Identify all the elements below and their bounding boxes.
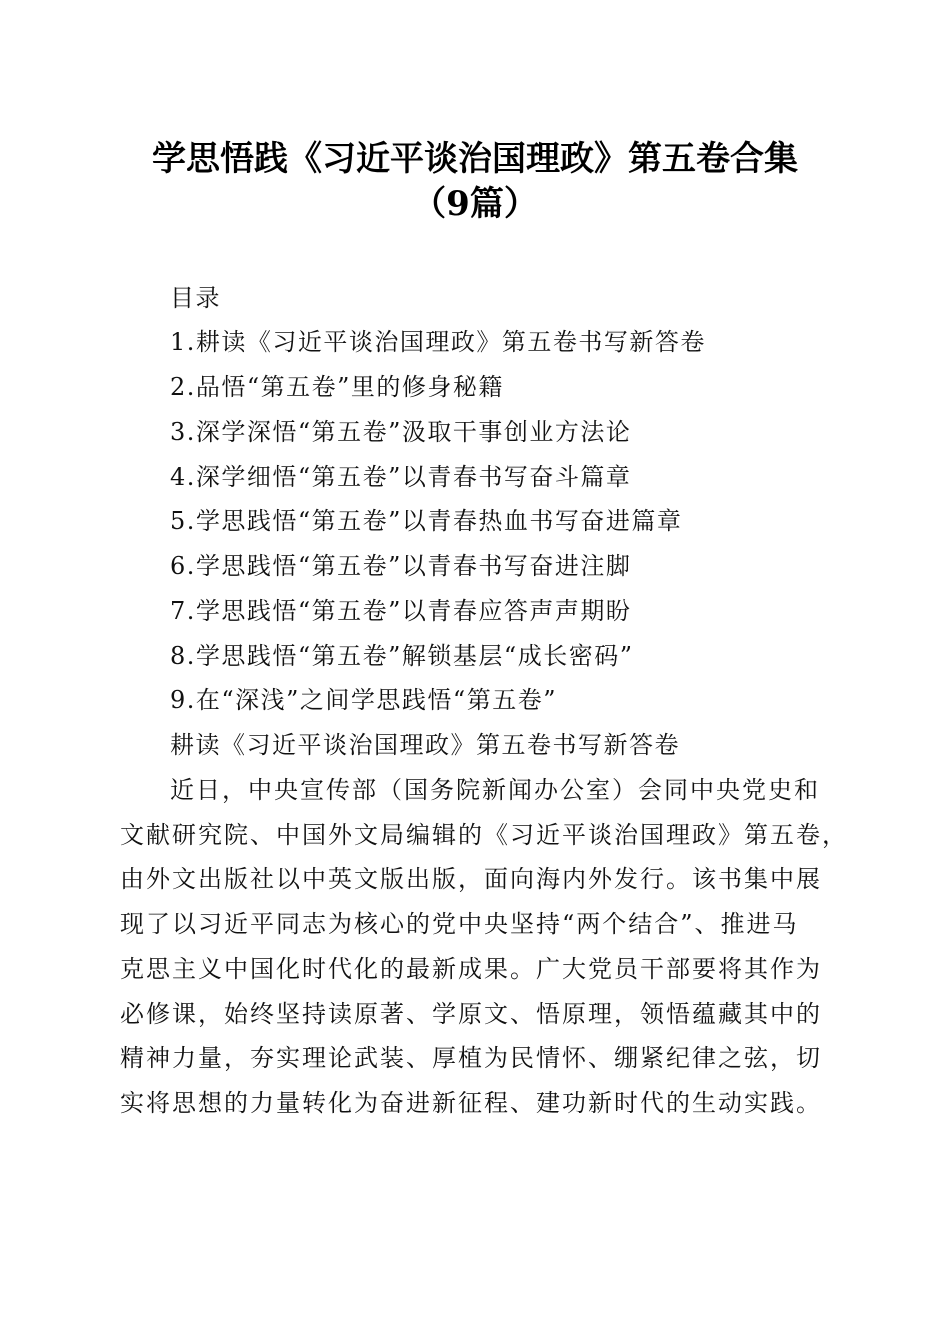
body-line: 文献研究院、中国外文局编辑的《习近平谈治国理政》第五卷， — [120, 821, 848, 849]
toc-item: 5.学思践悟“第五卷”以青春热血书写奋进篇章 — [170, 507, 683, 535]
toc-item: 3.深学深悟“第五卷”汲取干事创业方法论 — [170, 418, 632, 446]
toc-item: 9.在“深浅”之间学思践悟“第五卷” — [170, 686, 557, 714]
body-line: 必修课，始终坚持读原著、学原文、悟原理，领悟蕴藏其中的 — [120, 1000, 822, 1028]
toc-item: 7.学思践悟“第五卷”以青春应答声声期盼 — [170, 597, 632, 625]
toc-item: 8.学思践悟“第五卷”解锁基层“成长密码” — [170, 642, 634, 670]
body-line: 由外文出版社以中英文版出版，面向海内外发行。该书集中展 — [120, 865, 822, 893]
toc-item: 2.品悟“第五卷”里的修身秘籍 — [170, 373, 504, 401]
body-line: 现了以习近平同志为核心的党中央坚持“两个结合”、推进马 — [120, 910, 799, 938]
document-title-count: （9篇） — [412, 184, 538, 224]
toc-heading: 目录 — [170, 284, 221, 312]
article-heading: 耕读《习近平谈治国理政》第五卷书写新答卷 — [170, 731, 680, 759]
body-line: 精神力量，夯实理论武装、厚植为民情怀、绷紧纪律之弦，切 — [120, 1044, 822, 1072]
body-line: 克思主义中国化时代化的最新成果。广大党员干部要将其作为 — [120, 955, 822, 983]
toc-item: 4.深学细悟“第五卷”以青春书写奋斗篇章 — [170, 463, 632, 491]
document-title: 学思悟践《习近平谈治国理政》第五卷合集 — [152, 139, 798, 179]
toc-item: 1.耕读《习近平谈治国理政》第五卷书写新答卷 — [170, 328, 706, 356]
toc-item: 6.学思践悟“第五卷”以青春书写奋进注脚 — [170, 552, 632, 580]
body-line: 近日，中央宣传部（国务院新闻办公室）会同中央党史和 — [170, 776, 820, 804]
body-line: 实将思想的力量转化为奋进新征程、建功新时代的生动实践。 — [120, 1089, 822, 1117]
